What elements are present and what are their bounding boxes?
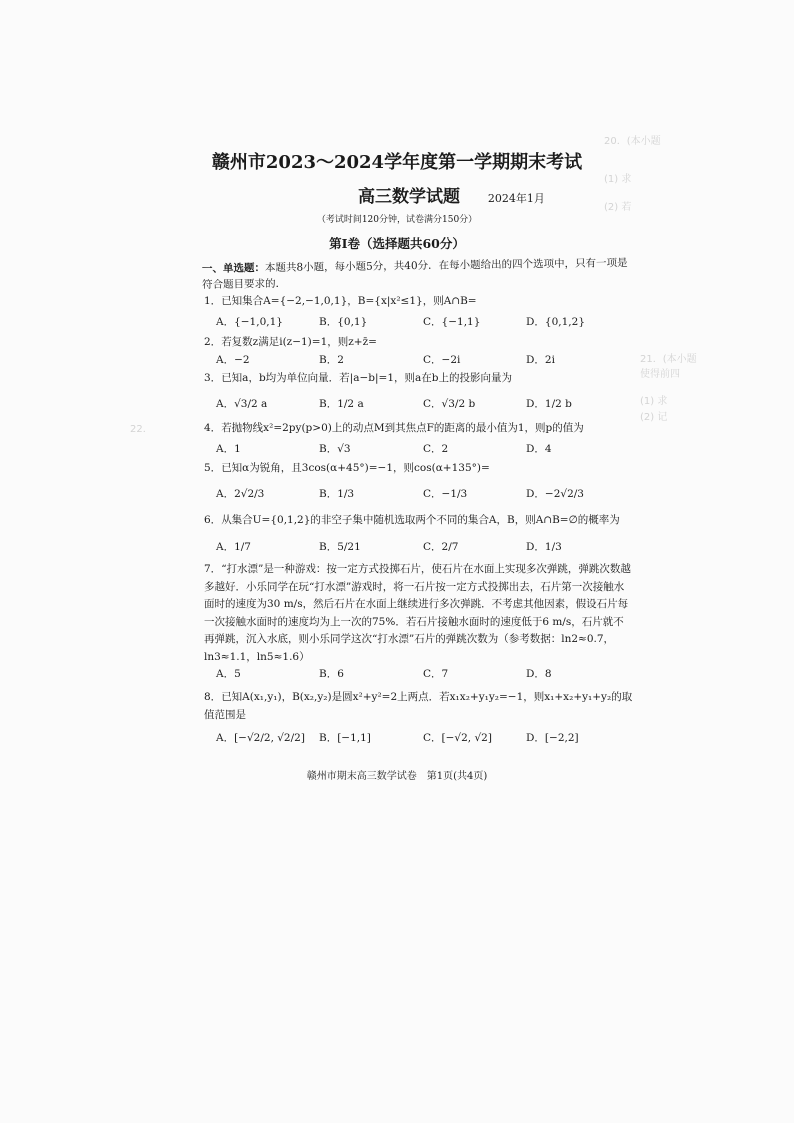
option-a: A．−2	[216, 353, 250, 366]
exam-title: 赣州市2023～2024学年度第一学期期末考试	[211, 152, 583, 173]
question-number: 3．	[204, 372, 222, 384]
bleed-text: (1) 求	[604, 174, 632, 185]
subtitle-row	[358, 182, 658, 207]
bleed-text: (2) 记	[640, 412, 668, 423]
page-footer: 赣州市期末高三数学试卷 第1页(共4页)	[306, 771, 488, 782]
question-number: 8．	[204, 691, 222, 703]
option-b: B．1/3	[319, 487, 355, 500]
option-d: D．2i	[526, 353, 555, 366]
options-7	[216, 655, 636, 691]
question-number: 2．	[204, 336, 222, 348]
option-c: C．2/7	[423, 540, 459, 553]
option-d: D．−2√2/3	[526, 487, 584, 500]
option-a: A．√3/2 a	[216, 397, 268, 410]
question-number: 6．	[204, 514, 222, 526]
question-number: 1．	[204, 295, 222, 307]
option-a: A．[−√2/2, √2/2]	[216, 731, 305, 744]
options-5	[216, 475, 636, 511]
option-b: B．{0,1}	[319, 315, 368, 328]
question-text: 已知α为锐角，且3cos(α+45°)=−1，则cos(α+135°)=	[221, 462, 490, 474]
option-b: B．[−1,1]	[319, 731, 371, 744]
option-c: C．−2i	[423, 353, 461, 366]
exam-subtitle: 高三数学试题	[358, 187, 460, 207]
bleed-text: (2) 若	[604, 202, 632, 213]
option-a: A．1	[216, 442, 241, 455]
question-6	[204, 511, 634, 529]
option-b: B．√3	[319, 442, 351, 455]
section-text: 本题共8小题，每小题5分，共40分．在每小题给出的四个选项中，只有一项是符合题目要求的．	[202, 257, 628, 292]
question-text: 已知a，b均为单位向量．若|a−b|=1，则a在b上的投影向量为	[221, 372, 512, 384]
option-d: D．4	[526, 442, 552, 455]
section-instructions	[202, 255, 632, 293]
options-3	[216, 385, 636, 421]
option-b: B．6	[319, 667, 344, 680]
bleed-text: (1) 求	[640, 396, 668, 407]
option-a: A．1/7	[216, 540, 251, 553]
option-c: C．{−1,1}	[423, 315, 481, 328]
option-c: C．2	[423, 442, 449, 455]
section-lead: 一、单选题：	[201, 262, 265, 276]
option-b: B．5/21	[319, 540, 361, 553]
option-a: A．5	[216, 667, 241, 680]
option-d: D．[−2,2]	[526, 731, 579, 744]
option-c: C．√3/2 b	[423, 397, 476, 410]
option-d: D．8	[526, 667, 552, 680]
option-d: D．{0,1,2}	[526, 315, 585, 328]
bleed-text: 21．(本小题	[640, 354, 697, 365]
bleed-text: 20．(本小题	[604, 136, 661, 147]
question-number: 5．	[204, 462, 222, 474]
options-8	[216, 719, 636, 755]
options-6	[216, 528, 636, 564]
option-d: D．1/3	[526, 540, 562, 553]
exam-note: （考试时间120分钟，试卷满分150分）	[316, 215, 478, 225]
option-b: B．2	[319, 353, 344, 366]
question-number: 4．	[204, 422, 222, 434]
question-text: “打水漂”是一种游戏：按一定方式投掷石片，使石片在水面上实现多次弹跳，弹跳次数越多越好．小乐同学在玩“打水漂”游戏时，将一石片按一定方式投掷出去，石片第一次接触水面时的速度为30 m/s，然后石片在水面上继续进行多次弹跳．不考虑其他因素，假设石片每一次接触水面时的速度均为上一次的75%．若石片接触水面时的速度低于6 m/s，石片就不再弹跳，沉入水底，则小乐同学这次“打水漂”石片的弹跳次数为（参考数据：ln2≈0.7，ln3≈1.1，ln5≈1.6）	[204, 563, 631, 663]
question-text: 若复数z满足i(z−1)=1，则z+z̄=	[221, 336, 377, 348]
option-a: A．2√2/3	[216, 487, 265, 500]
part-heading: 第Ⅰ卷（选择题共60分）	[329, 236, 465, 251]
exam-date: 2024年1月	[487, 191, 545, 205]
option-d: D．1/2 b	[526, 397, 572, 410]
question-text: 已知集合A={−2,−1,0,1}，B={x|x²≤1}，则A∩B=	[221, 295, 477, 307]
question-7	[204, 561, 634, 666]
bleed-text: 22．	[130, 424, 153, 435]
option-b: B．1/2 a	[319, 397, 364, 410]
question-text: 从集合U={0,1,2}的非空子集中随机选取两个不同的集合A，B，则A∩B=∅的概率为	[221, 514, 620, 526]
option-c: C．[−√2, √2]	[423, 731, 492, 744]
option-c: C．7	[423, 667, 449, 680]
question-number: 7．	[204, 563, 222, 575]
bleed-text: 使得前四	[640, 369, 680, 380]
option-c: C．−1/3	[423, 487, 468, 500]
question-text: 已知A(x₁,y₁)，B(x₂,y₂)是圆x²+y²=2上两点．若x₁x₂+y₁y₂=−1，则x₁+x₂+y₁+y₂的取值范围是	[204, 691, 633, 721]
option-a: A．{−1,0,1}	[216, 315, 283, 328]
question-text: 若抛物线x²=2py(p>0)上的动点M到其焦点F的距离的最小值为1，则p的值为	[221, 422, 584, 434]
